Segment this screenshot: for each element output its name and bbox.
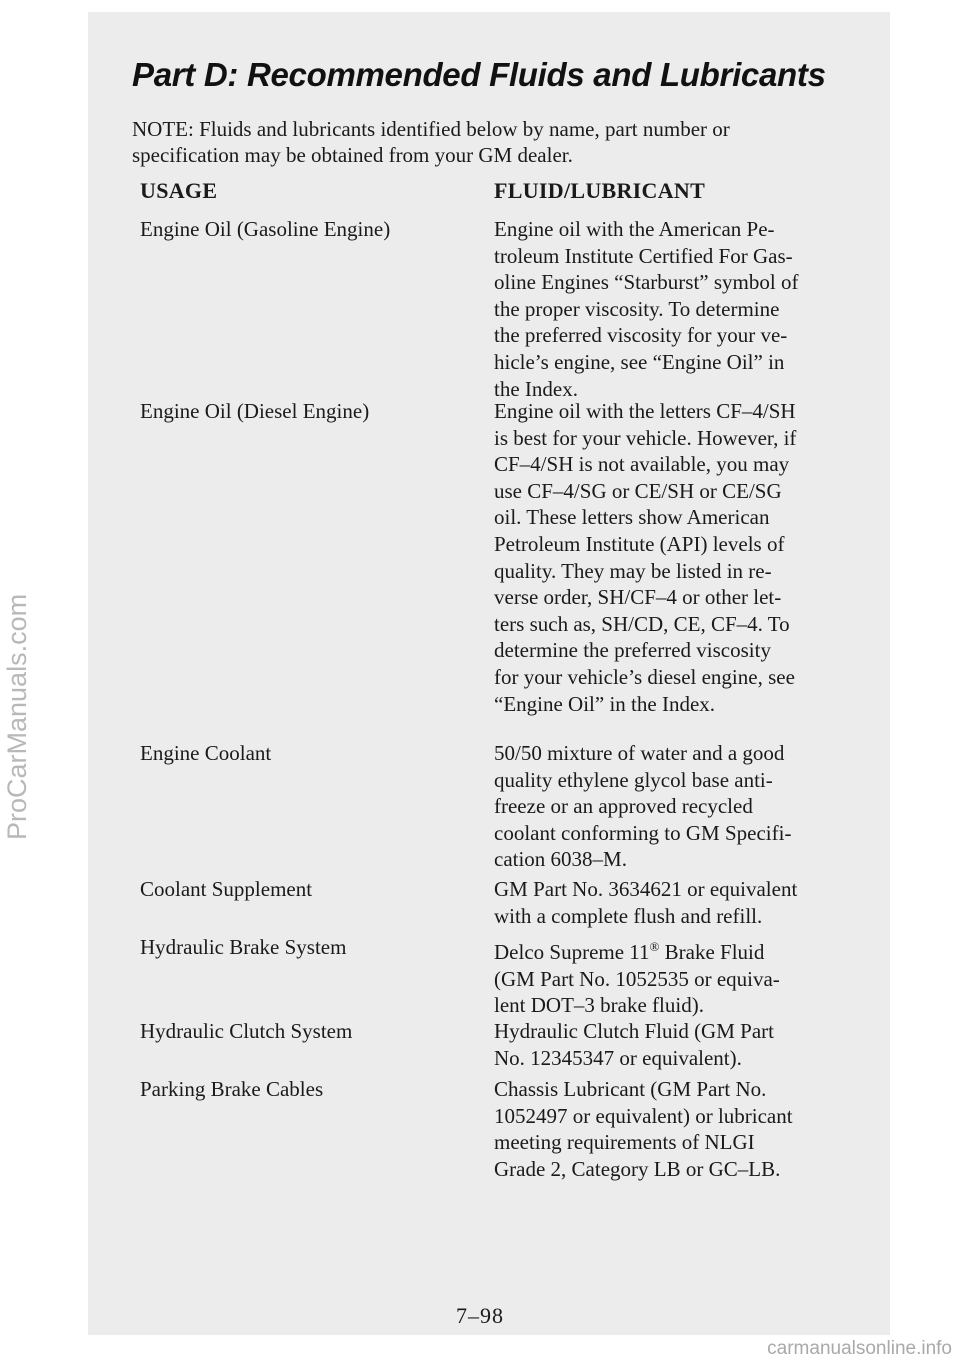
- spec-line: verse order, SH/CF–4 or other let-: [494, 585, 782, 610]
- usage-engine-oil-diesel: Engine Oil (Diesel Engine): [140, 399, 370, 423]
- spec-line: for your vehicle’s diesel engine, see: [494, 664, 795, 689]
- note-paragraph: NOTE: Fluids and lubricants identified below by name, part number or specification may be obtained from your GM dealer.: [132, 117, 730, 167]
- spec-line: Petroleum Institute (API) levels of: [494, 531, 785, 556]
- spec-line: “Engine Oil” in the Index.: [494, 691, 716, 716]
- usage-hydraulic-clutch-system: Hydraulic Clutch System: [140, 1019, 353, 1043]
- usage-parking-brake-cables: Parking Brake Cables: [140, 1077, 324, 1101]
- usage-engine-coolant: Engine Coolant: [140, 741, 272, 765]
- spec-hydraulic-clutch-system: [494, 1018, 839, 1071]
- spec-line: oline Engines “Starburst” symbol of: [494, 270, 799, 295]
- spec-line: the Index.: [494, 376, 578, 401]
- spec-line: meeting requirements of NLGI: [494, 1130, 755, 1155]
- page-title: Part D: Recommended Fluids and Lubricants: [132, 56, 826, 93]
- spec-line: Grade 2, Category LB or GC–LB.: [494, 1156, 781, 1181]
- spec-line: hicle’s engine, see “Engine Oil” in: [494, 349, 785, 374]
- spec-line: oil. These letters show American: [494, 505, 770, 530]
- spec-line: the preferred viscosity for your ve-: [494, 323, 788, 348]
- spec-line: 1052497 or equivalent) or lubricant: [494, 1103, 793, 1128]
- fluid-column-header: FLUID/LUBRICANT: [494, 178, 706, 203]
- spec-line: [494, 934, 839, 966]
- spec-line: quality ethylene glycol base anti-: [494, 767, 773, 792]
- spec-line: with a complete flush and refill.: [494, 903, 763, 928]
- usage-column-header: USAGE: [140, 178, 218, 203]
- spec-line: use CF–4/SG or CE/SH or CE/SG: [494, 478, 782, 503]
- spec-line: (GM Part No. 1052535 or equiva-: [494, 966, 780, 991]
- usage-coolant-supplement: Coolant Supplement: [140, 877, 313, 901]
- spec-line: freeze or an approved recycled: [494, 794, 753, 819]
- spec-line: troleum Institute Certified For Gas-: [494, 243, 793, 268]
- bottom-watermark: carmanualsonline.info: [767, 1338, 952, 1359]
- spec-line: GM Part No. 3634621 or equivalent: [494, 877, 798, 901]
- spec-line: Engine oil with the letters CF–4/SH: [494, 399, 796, 423]
- spec-line: Chassis Lubricant (GM Part No.: [494, 1077, 767, 1101]
- spec-line: No. 12345347 or equivalent).: [494, 1045, 742, 1070]
- spec-line: Engine oil with the American Pe-: [494, 217, 775, 241]
- spec-line: ters such as, SH/CD, CE, CF–4. To: [494, 611, 790, 636]
- spec-line: lent DOT–3 brake fluid).: [494, 993, 704, 1018]
- spec-coolant-supplement: [494, 876, 839, 929]
- spec-line: Hydraulic Clutch Fluid (GM Part: [494, 1019, 774, 1043]
- side-watermark: ProCarManuals.com: [2, 593, 32, 840]
- spec-engine-oil-diesel: [494, 398, 839, 717]
- spec-line: cation 6038–M.: [494, 847, 627, 872]
- spec-line: the proper viscosity. To determine: [494, 296, 780, 321]
- usage-hydraulic-brake-system: Hydraulic Brake System: [140, 935, 347, 959]
- spec-engine-oil-gasoline: [494, 216, 839, 402]
- usage-engine-oil-gasoline: Engine Oil (Gasoline Engine): [140, 217, 391, 241]
- spec-engine-coolant: [494, 740, 839, 873]
- spec-line: CF–4/SH is not available, you may: [494, 452, 790, 477]
- page-number: 7–98: [456, 1303, 504, 1328]
- spec-line: coolant conforming to GM Specifi-: [494, 820, 792, 845]
- spec-hydraulic-brake-system: [494, 934, 839, 1019]
- spec-line: 50/50 mixture of water and a good: [494, 741, 785, 765]
- spec-line: quality. They may be listed in re-: [494, 558, 772, 583]
- spec-line: determine the preferred viscosity: [494, 638, 771, 663]
- brake-fluid-name: Delco Supreme 11: [494, 940, 650, 964]
- brake-fluid-suffix: Brake Fluid: [659, 940, 765, 964]
- spec-parking-brake-cables: [494, 1076, 839, 1182]
- spec-line: is best for your vehicle. However, if: [494, 425, 797, 450]
- registered-mark: ®: [649, 939, 660, 954]
